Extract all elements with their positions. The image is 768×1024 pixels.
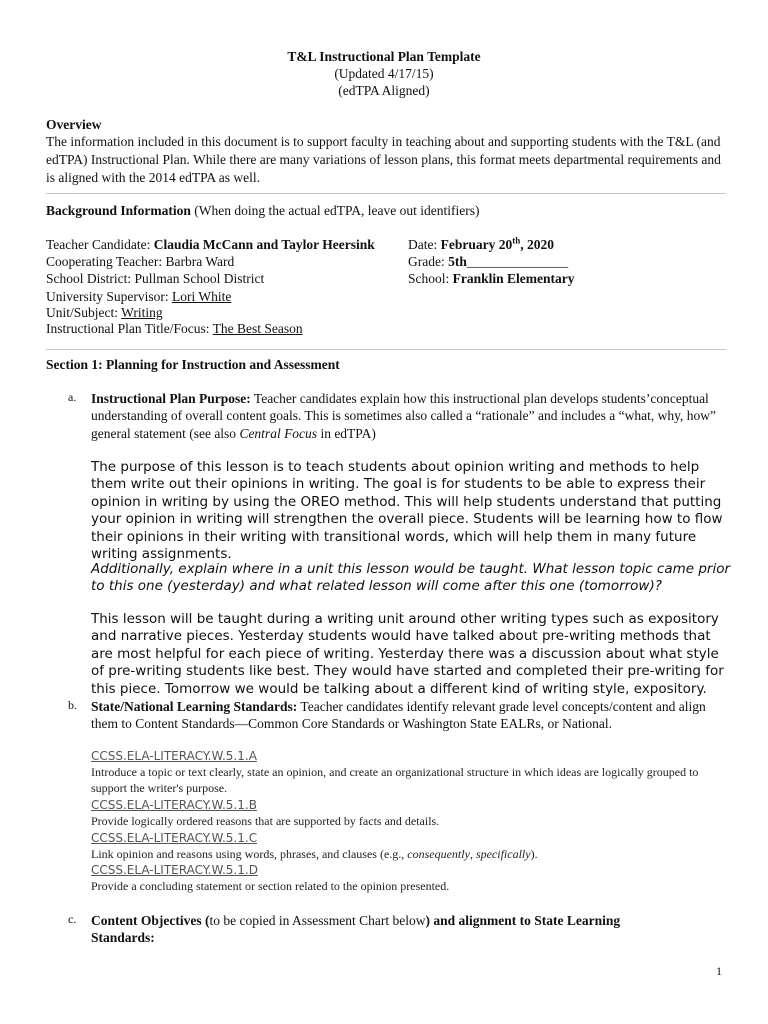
- supervisor-row: [46, 288, 231, 305]
- page-number: 1: [716, 964, 722, 978]
- focus-value: The Best Season: [212, 321, 303, 336]
- grade-label: Grade:: [408, 254, 449, 269]
- date-label: Date:: [408, 237, 441, 252]
- school-label: School:: [408, 271, 453, 286]
- background-note: (When doing the actual edTPA, leave out identifiers): [190, 203, 480, 218]
- teacher-candidate-row: [46, 236, 375, 253]
- section1-heading: Section 1: Planning for Instruction and Assessment: [46, 357, 340, 372]
- unit-label: Unit/Subject:: [46, 305, 122, 320]
- placement-text: This lesson will be taught during a writing unit around other writing types such as expository and narrative pieces. Yesterday students would have talked about pre-writing methods that are most helpful for each piece of writing. Yesterday there was a discussion about what style of pre-writing students like best. They would have started and completed their pre-writing for this piece. Tomorrow we would be talking about a different kind of writing style, expository.: [91, 611, 724, 697]
- standard-desc: Link opinion and reasons using words, phrases, and clauses (e.g., consequently, specifically).: [91, 847, 538, 861]
- unit-row: [46, 304, 163, 321]
- standards-label: State/National Learning Standards:: [91, 699, 298, 714]
- background-heading: [46, 202, 726, 219]
- standard-link-w51c[interactable]: CCSS.ELA-LITERACY.W.5.1.C: [91, 831, 258, 845]
- list-marker-b: b.: [68, 698, 77, 712]
- content-objectives-prompt: Content Objectives (to be copied in Assessment Chart below) and alignment to State Learning Standards:: [91, 913, 621, 946]
- supervisor-value: Lori White: [172, 289, 232, 304]
- standards-prompt: State/National Learning Standards: Teacher candidates identify relevant grade level concepts/content and align them to Content Standards—Common Core Standards or Washington State EALRs, or National.: [91, 699, 706, 732]
- standard-link-w51d[interactable]: CCSS.ELA-LITERACY.W.5.1.D: [91, 863, 258, 877]
- focus-row: [46, 320, 303, 337]
- standard-desc: Provide logically ordered reasons that are supported by facts and details.: [91, 814, 440, 828]
- teacher-candidate-value: Claudia McCann and Taylor Heersink: [153, 237, 375, 252]
- school-value: Franklin Elementary: [452, 271, 575, 286]
- list-marker-c: c.: [68, 912, 77, 926]
- supervisor-label: University Supervisor:: [46, 289, 172, 304]
- standard-link-w51b[interactable]: CCSS.ELA-LITERACY.W.5.1.B: [91, 798, 257, 812]
- document-updated: (Updated 4/17/15): [334, 66, 434, 81]
- placement-prompt: Additionally, explain where in a unit this lesson would be taught. What lesson topic came prior to this one (yesterday) and what related lesson will come after this one (tomorrow)?: [91, 561, 731, 595]
- overview-heading: Overview: [46, 117, 102, 132]
- standard-desc: Provide a concluding statement or section related to the opinion presented.: [91, 879, 450, 893]
- document-title: T&L Instructional Plan Template: [287, 49, 481, 64]
- standard-link-w51a[interactable]: CCSS.ELA-LITERACY.W.5.1.A: [91, 749, 257, 763]
- cooperating-teacher: Cooperating Teacher: Barbra Ward: [46, 254, 235, 269]
- teacher-candidate-label: Teacher Candidate:: [46, 237, 154, 252]
- unit-value: Writing: [121, 305, 163, 320]
- date-row: [408, 236, 554, 253]
- grade-row: [408, 253, 568, 270]
- list-marker-a: a.: [68, 390, 77, 404]
- date-value: February 20th, 2020: [440, 235, 555, 252]
- purpose-prompt: Instructional Plan Purpose: Teacher candidates explain how this instructional plan develops students’conceptual understanding of overall content goals. This is sometimes also called a “rationale” and includes a “what, why, how” general statement (see also Central Focus in edTPA): [91, 391, 716, 441]
- background-title: Background Information: [46, 203, 191, 218]
- purpose-label: Instructional Plan Purpose:: [91, 391, 251, 406]
- grade-value: 5th: [448, 254, 467, 269]
- purpose-text: The purpose of this lesson is to teach students about opinion writing and methods to help them write out their opinions in writing. The goal is for students to be able to express their opinion in writing by using the OREO method. This will help students understand that putting your opinion in writing will strengthen the overall piece. Students will be learning how to flow their opinions in their writing with transitional words, which will help them in many future writing assignments.: [91, 459, 723, 563]
- overview-text: The information included in this document is to support faculty in teaching about and supporting students with the T&L (and edTPA) Instructional Plan. While there are many variations of lesson plans, this format meets departmental requirements and is aligned with the 2014 edTPA as well.: [46, 134, 721, 185]
- grade-blank: _______________: [466, 254, 569, 269]
- document-aligned: (edTPA Aligned): [338, 83, 430, 98]
- standard-desc: Introduce a topic or text clearly, state an opinion, and create an organizational structure in which ideas are logically grouped to support the writer's purpose.: [91, 765, 699, 795]
- divider: [46, 193, 726, 194]
- school-row: [408, 270, 575, 287]
- focus-label: Instructional Plan Title/Focus:: [46, 321, 213, 336]
- divider: [46, 349, 726, 350]
- school-district: School District: Pullman School District: [46, 271, 265, 286]
